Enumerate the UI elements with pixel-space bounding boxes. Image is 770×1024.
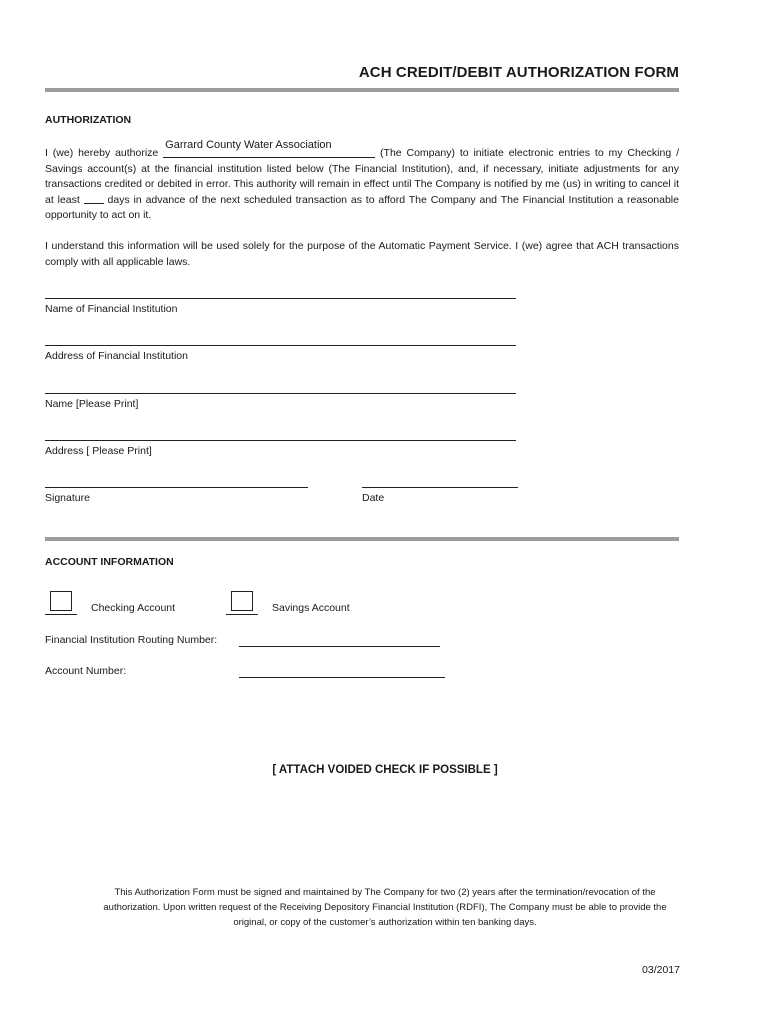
address-label: Address [ Please Print] bbox=[45, 445, 152, 457]
account-information-heading: ACCOUNT INFORMATION bbox=[45, 556, 174, 568]
account-section-divider bbox=[45, 537, 679, 541]
financial-institution-address-line[interactable] bbox=[45, 345, 516, 346]
routing-number-label: Financial Institution Routing Number: bbox=[45, 634, 218, 646]
signature-label: Signature bbox=[45, 492, 90, 504]
name-label: Name [Please Print] bbox=[45, 398, 139, 410]
account-number-line[interactable] bbox=[239, 677, 445, 678]
name-line[interactable] bbox=[45, 393, 516, 394]
form-revision-date: 03/2017 bbox=[642, 964, 680, 976]
financial-institution-name-line[interactable] bbox=[45, 298, 516, 299]
title-divider bbox=[45, 88, 679, 92]
savings-account-label: Savings Account bbox=[272, 602, 350, 614]
date-label: Date bbox=[362, 492, 385, 504]
form-title: ACH CREDIT/DEBIT AUTHORIZATION FORM bbox=[358, 64, 679, 81]
authorization-intro-before: I (we) hereby authorize bbox=[45, 147, 164, 159]
authorization-heading: AUTHORIZATION bbox=[45, 114, 132, 126]
footer-line-1: This Authorization Form must be signed and maintained by The Company for two (2) years after the termination/revocation of the bbox=[114, 887, 656, 898]
authorization-intro-after-days: days in advance of the next scheduled transaction as to afford The Company and The Financial Institution a reasonable opportunity to act on it. bbox=[45, 193, 679, 221]
authorization-intro-after: (The Company) to initiate electronic entries to my Checking / Savings account(s) at the financial institution listed below (The Financial Institution), and, if necessary, initiate adjustments for any transactions credited or debited in error. This authority will remain in effect until The Company is notified by me (us) in writing to cancel it at least bbox=[45, 147, 679, 206]
date-line[interactable] bbox=[362, 487, 518, 488]
authorization-paragraph-2: I understand this information will be used solely for the purpose of the Automatic Payment Service. I (we) agree that ACH transactions comply with all applicable laws. bbox=[45, 240, 679, 268]
checking-account-checkbox[interactable] bbox=[50, 591, 72, 611]
footer-line-3: original, or copy of the customer’s authorization within ten banking days. bbox=[233, 917, 537, 928]
routing-number-line[interactable] bbox=[239, 646, 440, 647]
savings-account-checkbox[interactable] bbox=[231, 591, 253, 611]
account-number-label: Account Number: bbox=[45, 665, 127, 677]
checking-account-label: Checking Account bbox=[91, 602, 176, 614]
footer-line-2: authorization. Upon written request of the Receiving Depository Financial Institution (RDFI), The Company must be able to provide the bbox=[103, 902, 667, 913]
authorization-paragraph bbox=[45, 139, 679, 224]
address-line[interactable] bbox=[45, 440, 516, 441]
company-name-value: Garrard County Water Association bbox=[165, 139, 332, 151]
financial-institution-name-label: Name of Financial Institution bbox=[45, 303, 178, 315]
company-name-field[interactable] bbox=[163, 139, 375, 158]
days-notice-field[interactable] bbox=[84, 193, 104, 204]
footer-note bbox=[50, 885, 720, 930]
checking-checkbox-underline bbox=[45, 614, 77, 615]
savings-checkbox-underline bbox=[226, 614, 258, 615]
financial-institution-address-label: Address of Financial Institution bbox=[45, 350, 188, 362]
signature-line[interactable] bbox=[45, 487, 308, 488]
attach-voided-check-notice: [ ATTACH VOIDED CHECK IF POSSIBLE ] bbox=[272, 764, 498, 776]
